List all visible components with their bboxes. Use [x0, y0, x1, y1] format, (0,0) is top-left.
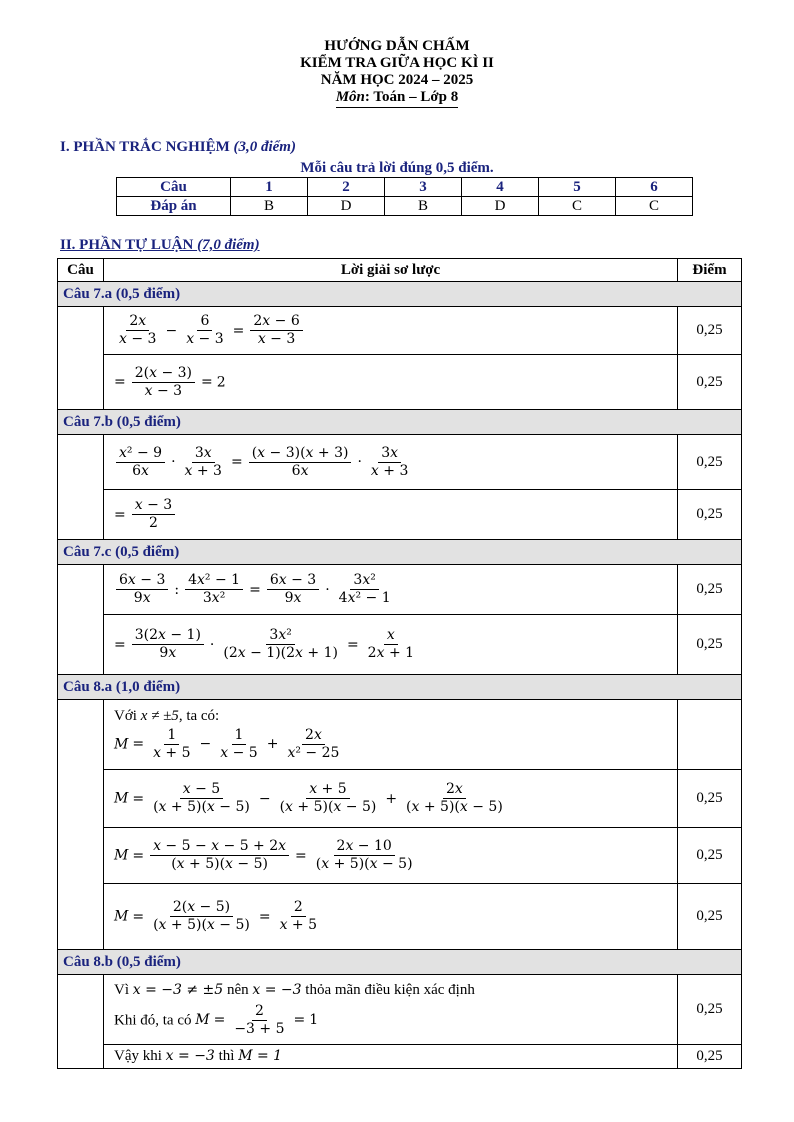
step-points: 0,25 [678, 355, 742, 410]
answer-value: B [231, 197, 308, 216]
question-number: 5 [539, 178, 616, 197]
answer-value: D [308, 197, 385, 216]
solution-step: Vậy khi x = −3 thì M = 1 [104, 1045, 678, 1069]
col-question-header: Câu [58, 259, 104, 282]
question-number: 2 [308, 178, 385, 197]
answer-table [116, 177, 693, 216]
answer-value: C [539, 197, 616, 216]
col-points-header: Điểm [678, 259, 742, 282]
step-points: 0,25 [678, 307, 742, 355]
solution-step: = $\frac{2(x - 3)}{x - 3}$ = 2 [104, 355, 678, 410]
solution-step: $\frac{6x - 3}{9x}$ : $\frac{\text{4x² − 1}}{\text{3x²}}$ = $\frac{6x - 3}{9x}$ · $\frac{\text{3x²}}{\text{4x² − 1}}$ [104, 565, 678, 615]
question-8a-heading: Câu 8.a (1,0 điểm) [58, 675, 742, 700]
answer-row-label: Đáp án [117, 197, 231, 216]
step-points: 0,25 [678, 770, 742, 828]
part2-title: II. PHẦN TỰ LUẬN (7,0 điểm) [60, 237, 260, 253]
solution-step: Vì x = −3 ≠ ±5 nên x = −3 thỏa mãn điều kiện xác định Khi đó, ta có M = $\frac{2}{-3 + 5}$ = 1 [104, 975, 678, 1045]
question-number: 1 [231, 178, 308, 197]
col-solution-header: Lời giải sơ lược [104, 259, 678, 282]
question-7a-heading: Câu 7.a (0,5 điểm) [58, 282, 742, 307]
header-line2: KIỂM TRA GIỮA HỌC KÌ II [300, 55, 494, 71]
subject: Môn: Toán – Lớp 8 [336, 89, 459, 108]
step-points: 0,25 [678, 615, 742, 675]
answer-value: C [616, 197, 693, 216]
solution-step: M = $\frac{2(x - 5)}{(x + 5)(x - 5)}$ = $\frac{2}{x + 5}$ [104, 884, 678, 950]
solution-step: $\frac{\text{x² − 9}}{6x}$ · $\frac{3x}{x + 3}$ = $\frac{(x - 3)(x + 3)}{6x}$ · $\frac{3x}{x + 3}$ [104, 435, 678, 490]
step-points: 0,25 [678, 565, 742, 615]
solution-step: $\frac{2x}{x - 3}$ − $\frac{6}{x - 3}$ = $\frac{2x - 6}{x - 3}$ [104, 307, 678, 355]
header-line1: HƯỚNG DẪN CHẤM [324, 38, 470, 54]
header [0, 38, 794, 108]
solution-step: M = $\frac{x - 5 - x - 5 + 2x}{(x + 5)(x - 5)}$ = $\frac{2x - 10}{(x + 5)(x - 5)}$ [104, 828, 678, 884]
step-points: 0,25 [678, 490, 742, 540]
step-points: 0,25 [678, 884, 742, 950]
step-points: 0,25 [678, 1045, 742, 1069]
part1-note: Mỗi câu trả lời đúng 0,5 điểm. [300, 160, 494, 176]
header-line3: NĂM HỌC 2024 – 2025 [320, 72, 474, 88]
step-points: 0,25 [678, 828, 742, 884]
solution-table [57, 258, 742, 1069]
question-number: 4 [462, 178, 539, 197]
question-7c-heading: Câu 7.c (0,5 điểm) [58, 540, 742, 565]
solution-step: M = $\frac{x - 5}{(x + 5)(x - 5)}$ − $\frac{x + 5}{(x + 5)(x - 5)}$ + $\frac{2x}{(x + 5)(x - 5)}$ [104, 770, 678, 828]
answer-value: D [462, 197, 539, 216]
solution-step: = $\frac{x - 3}{2}$ [104, 490, 678, 540]
answer-value: B [385, 197, 462, 216]
solution-step: = $\frac{3(2x - 1)}{9x}$ · $\frac{\text{3x²}}{(2x - 1)(2x + 1)}$ = $\frac{x}{2x + 1}$ [104, 615, 678, 675]
question-7b-heading: Câu 7.b (0,5 điểm) [58, 410, 742, 435]
answer-row-label: Câu [117, 178, 231, 197]
question-8b-heading: Câu 8.b (0,5 điểm) [58, 950, 742, 975]
question-number: 6 [616, 178, 693, 197]
question-number: 3 [385, 178, 462, 197]
step-points: 0,25 [678, 435, 742, 490]
step-points: 0,25 [678, 975, 742, 1045]
part1-title: I. PHẦN TRẮC NGHIỆM (3,0 điểm) [60, 139, 296, 155]
solution-step: Với x ≠ ±5, ta có: M = $\frac{1}{x + 5}$ − $\frac{1}{x - 5}$ + $\frac{2x}{\text{x² − 25}}$ [104, 700, 678, 770]
